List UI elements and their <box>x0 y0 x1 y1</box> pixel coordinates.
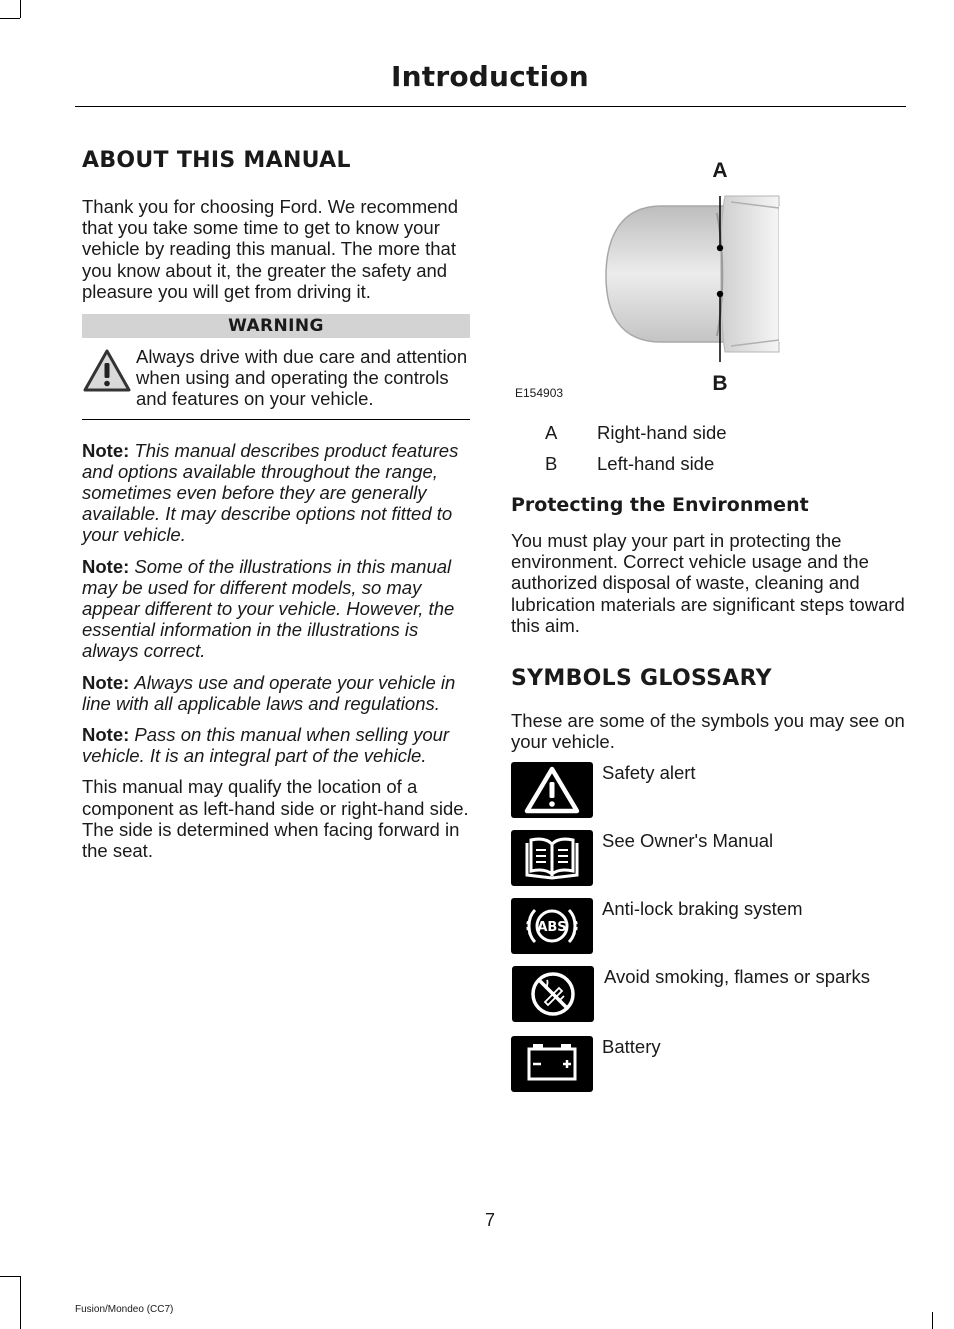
symbol-label: See Owner's Manual <box>602 830 774 852</box>
legend-row <box>511 422 906 443</box>
note-label: Note: <box>82 439 130 461</box>
left-column <box>82 146 470 873</box>
vehicle-sides-figure <box>511 150 906 405</box>
footer-model: Fusion/Mondeo (CC7) <box>75 1304 174 1315</box>
legend-key: B <box>545 453 558 474</box>
figure-code: E154903 <box>515 386 564 400</box>
no-smoking-icon <box>512 966 594 1022</box>
crop-mark <box>0 1276 20 1277</box>
page-number: 7 <box>484 1210 495 1230</box>
symbol-tile <box>512 966 594 1022</box>
symbol-row-battery <box>511 1036 906 1104</box>
symbol-tile <box>511 1036 593 1092</box>
symbol-row-safety-alert <box>511 762 906 830</box>
symbol-tile <box>511 830 593 886</box>
about-heading: ABOUT THIS MANUAL <box>82 148 351 173</box>
note-paragraph <box>82 556 470 662</box>
location-text: This manual may qualify the location of a component as left-hand side or right-hand side. The side is determined when facing forward in the seat. <box>82 776 469 862</box>
glossary-heading: SYMBOLS GLOSSARY <box>511 666 772 692</box>
glossary-intro: These are some of the symbols you may see on your vehicle. <box>511 710 905 753</box>
abs-icon <box>511 898 593 954</box>
right-column <box>511 150 906 1104</box>
note-paragraph <box>82 672 470 714</box>
warning-divider <box>82 419 470 420</box>
symbol-row-abs <box>511 898 906 966</box>
figure-label-a: A <box>712 159 728 182</box>
safety-alert-icon <box>511 762 593 818</box>
note-paragraph <box>82 724 470 766</box>
owners-manual-icon <box>511 830 593 886</box>
symbol-row-owners-manual <box>511 830 906 898</box>
abs-text: ABS <box>537 920 567 936</box>
environment-heading: Protecting the Environment <box>511 494 809 516</box>
title-divider <box>75 106 906 107</box>
car-top-view-illustration <box>511 150 906 400</box>
warning-box <box>82 346 470 410</box>
about-intro: Thank you for choosing Ford. We recommend that you take some time to get to know your vehicle by reading this manual. The more that you know about it, the greater the safety and pleasure you will get from driving it. <box>82 196 458 302</box>
symbol-tile <box>511 762 593 818</box>
symbol-label: Safety alert <box>602 762 696 784</box>
warning-text: Always drive with due care and attention when using and operating the controls and features on your vehicle. <box>136 346 468 410</box>
figure-label-b: B <box>712 372 728 395</box>
note-text: Always use and operate your vehicle in line with all applicable laws and regulations. <box>82 671 456 714</box>
note-label: Note: <box>82 671 130 693</box>
symbol-label: Battery <box>602 1036 661 1058</box>
note-text: This manual describes product features and options available throughout the range, sometimes even before they are generally available. It may describe options not fitted to your vehicle. <box>82 439 459 546</box>
warning-label: WARNING <box>82 314 470 338</box>
note-label: Note: <box>82 555 130 577</box>
battery-icon <box>511 1036 593 1092</box>
crop-mark <box>932 1312 933 1329</box>
note-text: Some of the illustrations in this manual may be used for different models, so may appear different to your vehicle. However, the essential information in the illustrations is always correct. <box>82 555 455 662</box>
symbol-tile <box>511 898 593 954</box>
symbol-label: Anti-lock braking system <box>602 898 803 920</box>
symbol-label: Avoid smoking, flames or sparks <box>604 966 870 988</box>
symbol-row-no-smoking <box>511 966 906 1034</box>
legend-key: A <box>545 422 558 443</box>
legend-row <box>511 453 906 474</box>
legend-text: Left-hand side <box>597 453 715 474</box>
figure-legend <box>511 422 906 474</box>
page-title: Introduction <box>391 60 589 93</box>
note-label: Note: <box>82 724 130 746</box>
warning-triangle-icon <box>82 348 132 394</box>
note-text: Pass on this manual when selling your vehicle. It is an integral part of the vehicle. <box>82 724 450 767</box>
crop-mark <box>20 0 21 18</box>
legend-text: Right-hand side <box>597 422 727 443</box>
note-paragraph <box>82 440 470 546</box>
environment-text: You must play your part in protecting the environment. Correct vehicle usage and the authorized disposal of waste, cleaning and lubrication materials are significant steps toward this aim. <box>511 530 905 636</box>
crop-mark <box>0 18 20 19</box>
crop-mark <box>20 1276 21 1329</box>
